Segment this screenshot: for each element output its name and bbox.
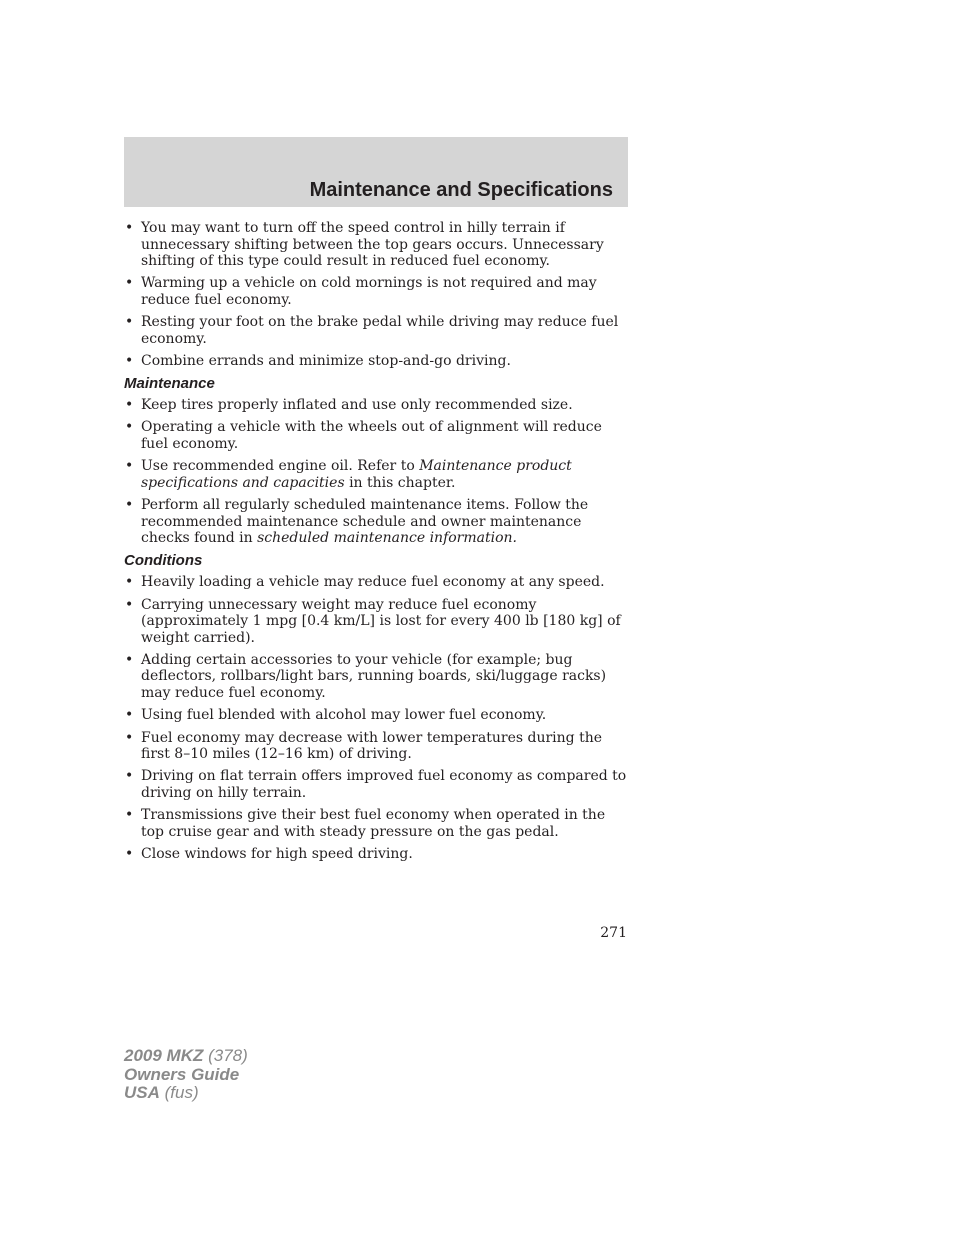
- list-item: • Close windows for high speed driving.: [124, 846, 630, 863]
- list-item: • You may want to turn off the speed control in hilly terrain if unnecessary shifting between the top gears occurs. Unnecessary shifting of this type could result in reduced fuel economy.: [124, 220, 630, 270]
- footer-market-code: (fus): [159, 1083, 199, 1102]
- section-header-band: [124, 137, 628, 207]
- footer-line-guide: [124, 1066, 248, 1085]
- list-item-text: Perform all regularly scheduled maintenance items. Follow the recommended maintenance schedule and owner maintenance checks found in: [141, 497, 589, 547]
- list-item: • Driving on flat terrain offers improved fuel economy as compared to driving on hilly terrain.: [124, 768, 630, 801]
- list-item: • Using fuel blended with alcohol may lower fuel economy.: [124, 707, 630, 724]
- list-item: • Fuel economy may decrease with lower temperatures during the first 8–10 miles (12–16 km) of driving.: [124, 730, 630, 763]
- list-item: [124, 458, 630, 491]
- list-item: • Operating a vehicle with the wheels out of alignment will reduce fuel economy.: [124, 419, 630, 452]
- footer-model: 2009 MKZ: [124, 1046, 204, 1065]
- cross-reference: scheduled maintenance information.: [257, 530, 517, 547]
- list-item: • Combine errands and minimize stop-and-go driving.: [124, 353, 630, 370]
- conditions-heading: Conditions: [124, 552, 203, 570]
- list-item: • Adding certain accessories to your vehicle (for example; bug deflectors, rollbars/light bars, running boards, ski/luggage racks) may reduce fuel economy.: [124, 652, 630, 702]
- list-item: • Carrying unnecessary weight may reduce fuel economy (approximately 1 mpg [0.4 km/L] is lost for every 400 lb [180 kg] of weight carried).: [124, 597, 630, 647]
- maintenance-heading: Maintenance: [124, 375, 215, 393]
- footer-model-code: (378): [203, 1046, 248, 1065]
- maintenance-bullet-list: [124, 397, 630, 546]
- footer-line-market: [124, 1084, 248, 1103]
- footer-line-model: [124, 1047, 248, 1066]
- list-item: [124, 497, 630, 547]
- document-footer: [124, 1047, 248, 1103]
- intro-bullet-list: [124, 220, 630, 369]
- cross-reference: Maintenance product specifications and capacities: [141, 458, 572, 491]
- list-item: • Heavily loading a vehicle may reduce fuel economy at any speed.: [124, 574, 630, 591]
- footer-guide: Owners Guide: [124, 1064, 240, 1084]
- page-number: 271: [600, 925, 627, 941]
- page-content: [124, 220, 630, 868]
- footer-market: USA: [124, 1083, 160, 1102]
- section-title: Maintenance and Specifications: [309, 179, 613, 201]
- list-item: • Warming up a vehicle on cold mornings is not required and may reduce fuel economy.: [124, 275, 630, 308]
- list-item-text: in this chapter.: [344, 474, 456, 491]
- list-item-text: Use recommended engine oil. Refer to: [141, 458, 420, 475]
- conditions-bullet-list: [124, 574, 630, 862]
- list-item: • Keep tires properly inflated and use only recommended size.: [124, 397, 630, 414]
- list-item: • Transmissions give their best fuel economy when operated in the top cruise gear and with steady pressure on the gas pedal.: [124, 807, 630, 840]
- list-item: • Resting your foot on the brake pedal while driving may reduce fuel economy.: [124, 314, 630, 347]
